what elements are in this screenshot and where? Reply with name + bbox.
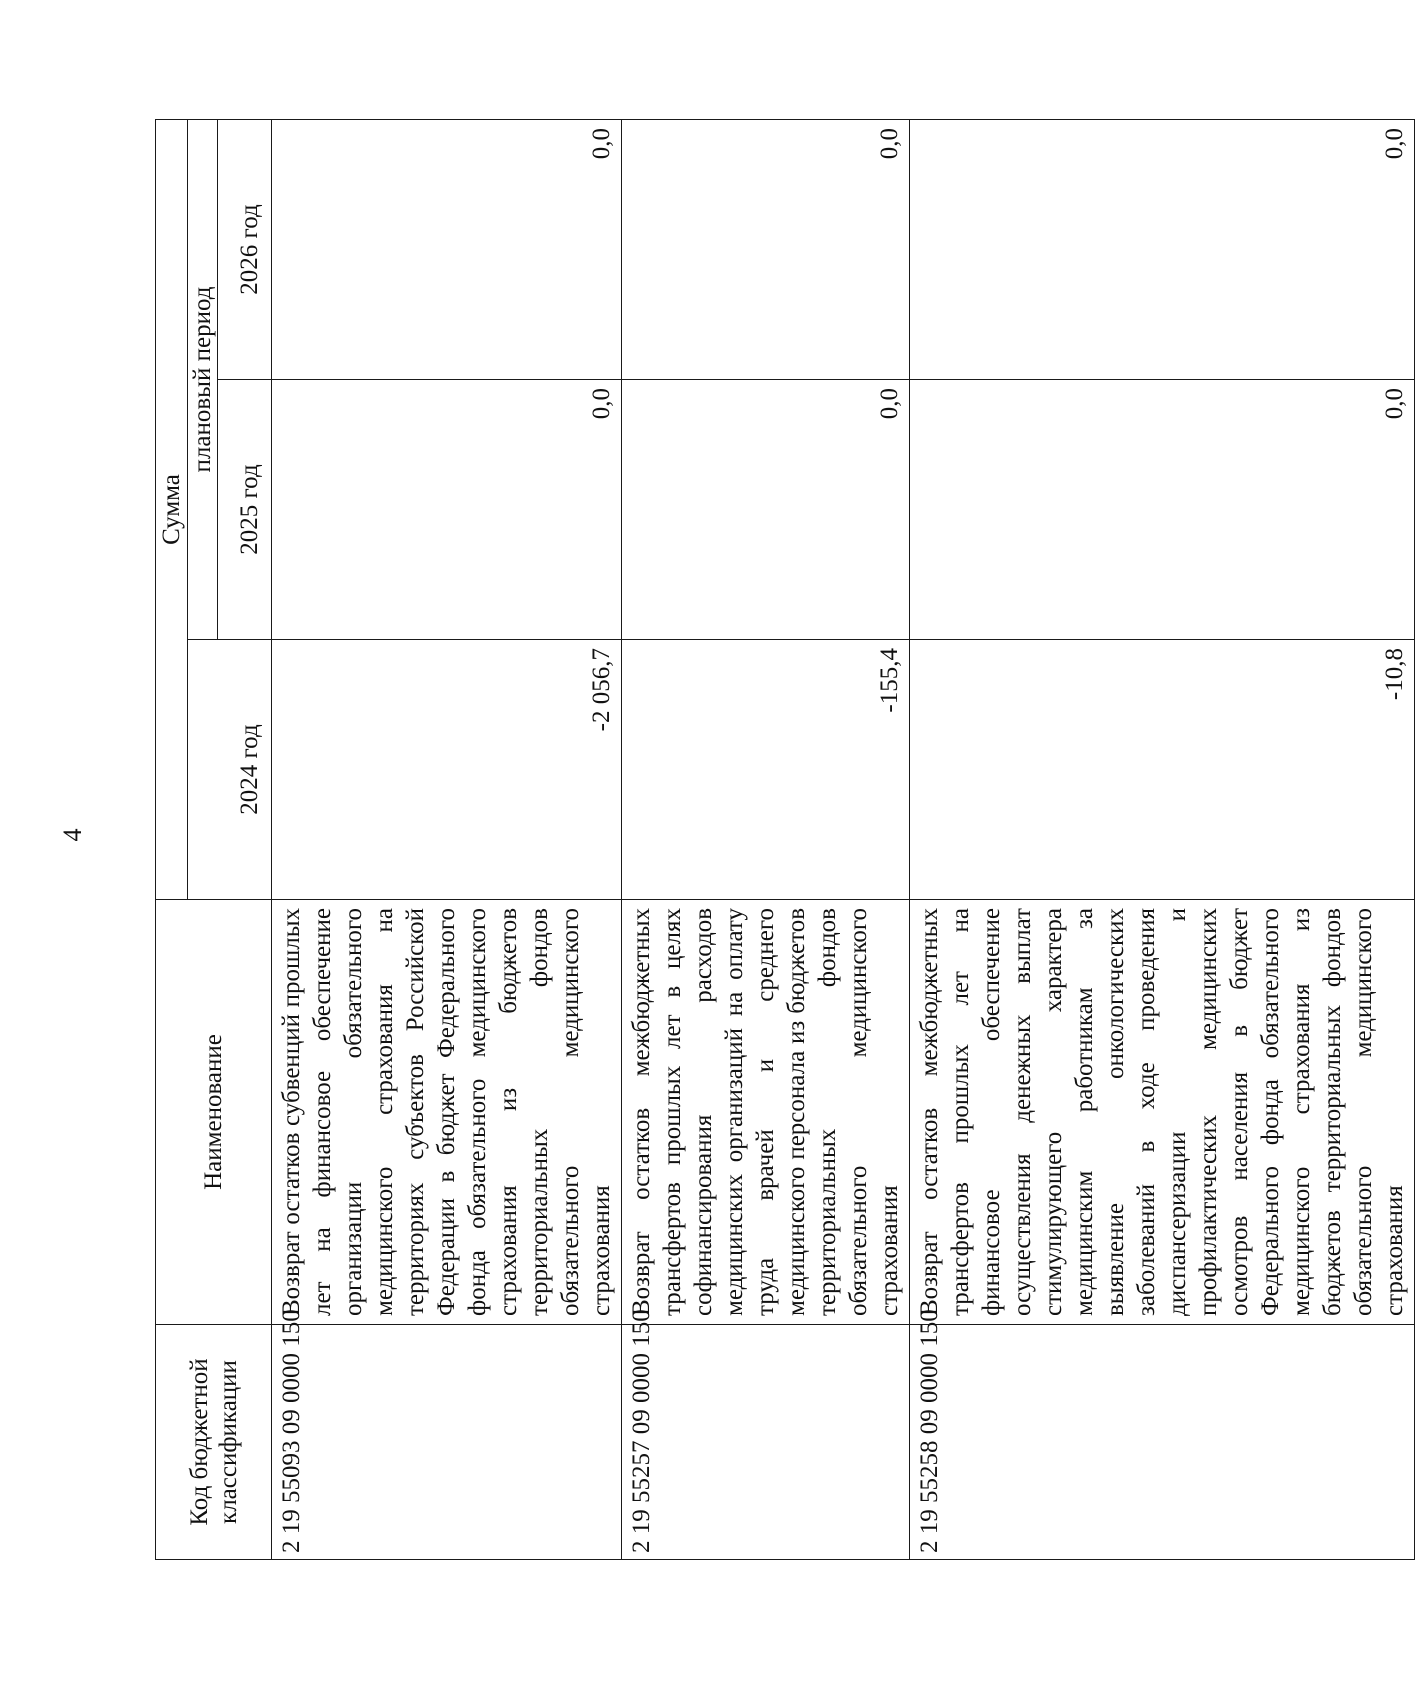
header-row-1 [156, 119, 188, 1559]
row-amount-2024: -155,4 [622, 640, 910, 900]
header-code: Код бюджетной классификации [156, 1325, 272, 1560]
row-name: Возврат остатков субвенций прошлых лет на финансовое обеспечение организации обязательного медицинского страхования на территориях субъектов Российской Федерации в бюджет Федерального фонда обязательного медицинского страхования из бюджетов территориальных фондов обязательного медицинского страхования [272, 900, 622, 1325]
budget-table [155, 119, 1415, 1560]
row-amount-2026: 0,0 [622, 119, 910, 379]
header-year-2025: 2025 год [218, 380, 272, 640]
table-row [622, 119, 910, 1559]
row-amount-2026: 0,0 [910, 119, 1415, 379]
row-amount-2025: 0,0 [622, 380, 910, 640]
header-year-2026: 2026 год [218, 119, 272, 379]
rotated-table-container [155, 120, 1408, 1560]
header-sum: Сумма [156, 119, 188, 899]
header-year-2024: 2024 год [188, 640, 272, 900]
row-amount-2025: 0,0 [910, 380, 1415, 640]
header-planned-period: плановый период [188, 119, 218, 639]
row-code: 2 19 55257 09 0000 150 [622, 1325, 910, 1560]
header-name: Наименование [156, 900, 272, 1325]
row-amount-2024: -2 056,7 [272, 640, 622, 900]
page-number: 4 [58, 828, 87, 842]
row-amount-2024: -10,8 [910, 640, 1415, 900]
row-amount-2026: 0,0 [272, 119, 622, 379]
row-name: Возврат остатков межбюджетных трансфертов прошлых лет в целях софинансирования расходов медицинских организаций на оплату труда врачей и среднего медицинского персонала из бюджетов территориальных фондов обязательного медицинского страхования [622, 900, 910, 1325]
table-row [272, 119, 622, 1559]
row-amount-2025: 0,0 [272, 380, 622, 640]
row-code: 2 19 55093 09 0000 150 [272, 1325, 622, 1560]
table-row [910, 119, 1415, 1559]
row-name: Возврат остатков межбюджетных трансфертов прошлых лет на финансовое обеспечение осуществления денежных выплат стимулирующего характера медицинским работникам за выявление онкологических заболеваний в ходе проведения диспансеризации и профилактических медицинских осмотров населения в бюджет Федерального фонда обязательного медицинского страхования из бюджетов территориальных фондов обязательного медицинского страхования [910, 900, 1415, 1325]
row-code: 2 19 55258 09 0000 150 [910, 1325, 1415, 1560]
